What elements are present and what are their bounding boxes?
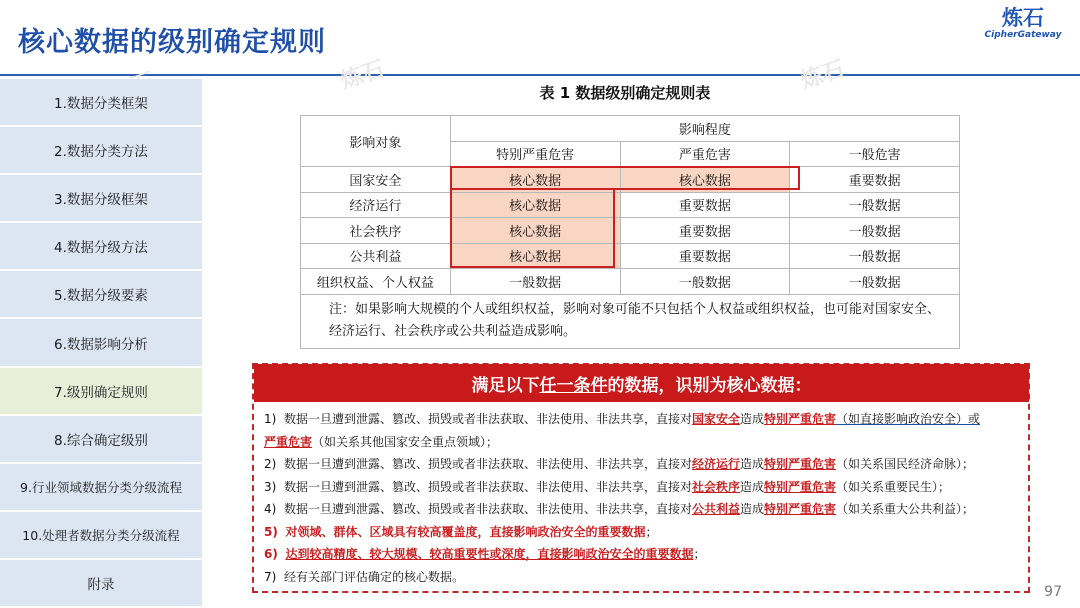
row-object: 组织权益、个人权益 <box>301 269 451 295</box>
table-note: 注：如果影响大规模的个人或组织权益，影响对象可能不只包括个人权益或组织权益，也可能对国家安全、经济运行、社会秩序或公共利益造成影响。 <box>301 294 960 348</box>
title-divider <box>0 74 1080 76</box>
item-harm: 特别严重危害 <box>764 412 837 426</box>
table-cell: 核心数据 <box>450 167 620 193</box>
list-item <box>264 521 1024 544</box>
table-cell: 一般数据 <box>790 269 960 295</box>
table-header-row <box>301 116 960 142</box>
logo-text-cn: 炼石 <box>1002 6 1044 30</box>
item-text: 经有关部门评估确定的核心数据。 <box>283 569 464 584</box>
sidebar-item-label: 4.数据分级方法 <box>54 240 148 257</box>
table-cell: 重要数据 <box>620 192 790 218</box>
table-row <box>301 218 960 244</box>
item-text: 造成 <box>740 502 765 516</box>
header-severity: 一般危害 <box>790 141 960 167</box>
sidebar-item-appendix[interactable] <box>0 560 202 608</box>
item-harm: 严重危害 <box>264 434 313 449</box>
sidebar-item-label: 2.数据分类方法 <box>54 144 148 161</box>
sidebar-item-level-rules[interactable] <box>0 368 202 416</box>
sidebar-item-label: 7.级别确定规则 <box>54 384 148 401</box>
table-cell: 核心数据 <box>450 243 620 269</box>
item-object: 国家安全 <box>691 412 740 426</box>
item-text: 数据一旦遭到泄露、篡改、损毁或者非法获取、非法使用、非法共享，直接对 <box>283 502 692 516</box>
table-row <box>301 167 960 193</box>
header-impact-object: 影响对象 <box>301 116 451 167</box>
sidebar-item-classification-method[interactable] <box>0 127 202 175</box>
sidebar-item-label: 10.处理者数据分类分级流程 <box>22 527 180 543</box>
item-example: （如关系其他国家安全重点领域）； <box>312 434 499 449</box>
sidebar-nav <box>0 79 202 608</box>
row-object: 公共利益 <box>301 243 451 269</box>
list-item <box>264 453 1024 476</box>
item-text: ； <box>693 547 706 561</box>
item-number: 3) <box>264 479 277 494</box>
item-example: （如直接影响政治安全）或 <box>836 412 981 426</box>
table-row <box>301 243 960 269</box>
item-object: 经济运行 <box>691 457 740 471</box>
watermark: 炼石 <box>337 56 388 95</box>
list-item <box>264 566 1024 589</box>
item-text: 数据一旦遭到泄露、篡改、损毁或者非法获取、非法使用、非法共享，直接对 <box>283 457 692 471</box>
table-note-row <box>301 294 960 348</box>
sidebar-item-label: 6.数据影响分析 <box>54 336 148 353</box>
table-cell: 一般数据 <box>620 269 790 295</box>
item-harm: 特别严重危害 <box>764 457 837 471</box>
table-row <box>301 269 960 295</box>
sidebar-item-grading-method[interactable] <box>0 223 202 271</box>
page-number: 97 <box>1044 584 1062 600</box>
heading-text: 满足以下 <box>471 375 540 396</box>
table-cell: 重要数据 <box>620 243 790 269</box>
sidebar-item-comprehensive-level[interactable] <box>0 416 202 464</box>
table-cell: 核心数据 <box>450 218 620 244</box>
item-harm: 特别严重危害 <box>764 479 837 494</box>
table-cell: 核心数据 <box>620 167 790 193</box>
row-object: 国家安全 <box>301 167 451 193</box>
core-conditions-heading <box>254 364 1029 402</box>
heading-text: 的数据，识别为核心数据： <box>607 375 812 396</box>
item-number: 6) <box>264 547 278 561</box>
item-text: 达到较高精度、较大规模、较高重要性或深度，直接影响政治安全的重要数据 <box>285 547 694 561</box>
sidebar-item-label: 8.综合确定级别 <box>54 432 148 449</box>
list-item <box>264 543 1024 566</box>
sidebar-item-label: 9.行业领域数据分类分级流程 <box>20 479 182 495</box>
header-impact-degree: 影响程度 <box>450 116 959 142</box>
item-number: 4) <box>264 502 277 516</box>
table-row <box>301 192 960 218</box>
table-cell: 一般数据 <box>790 218 960 244</box>
item-text: 数据一旦遭到泄露、篡改、损毁或者非法获取、非法使用、非法共享，直接对 <box>283 479 692 494</box>
sidebar-item-processor-process[interactable] <box>0 512 202 560</box>
table-cell: 核心数据 <box>450 192 620 218</box>
heading-emphasis: 任一条件 <box>539 375 608 396</box>
sidebar-item-label: 3.数据分级框架 <box>54 192 148 209</box>
item-example: （如关系国民经济命脉）； <box>836 457 975 471</box>
list-item <box>264 408 1024 453</box>
company-logo <box>978 6 1068 40</box>
header-severity: 特别严重危害 <box>450 141 620 167</box>
header-severity: 严重危害 <box>620 141 790 167</box>
sidebar-item-label: 附录 <box>87 576 115 593</box>
item-text: 造成 <box>740 412 765 426</box>
core-conditions-list <box>264 408 1024 588</box>
watermark: 炼石 <box>797 56 848 95</box>
item-number: 1) <box>264 412 277 426</box>
sidebar-item-label: 1.数据分类框架 <box>54 96 148 113</box>
item-text: 数据一旦遭到泄露、篡改、损毁或者非法获取、非法使用、非法共享，直接对 <box>283 412 692 426</box>
table-cell: 一般数据 <box>790 243 960 269</box>
item-object: 公共利益 <box>691 502 740 516</box>
item-example: （如关系重大公共利益）； <box>836 502 975 516</box>
table-cell: 一般数据 <box>450 269 620 295</box>
row-object: 社会秩序 <box>301 218 451 244</box>
table-cell: 重要数据 <box>620 218 790 244</box>
item-number: 5) <box>264 524 278 539</box>
item-number: 2) <box>264 457 277 471</box>
table-cell: 一般数据 <box>790 192 960 218</box>
item-text: 对领域、群体、区域具有较高覆盖度，直接影响政治安全的重要数据 <box>285 524 646 539</box>
sidebar-item-grading-elements[interactable] <box>0 271 202 319</box>
item-object: 社会秩序 <box>691 479 740 494</box>
table-caption: 表 1 数据级别确定规则表 <box>539 84 711 102</box>
sidebar-item-industry-process[interactable] <box>0 464 202 512</box>
page-title: 核心数据的级别确定规则 <box>18 27 326 58</box>
item-text: ； <box>645 524 658 539</box>
item-harm: 特别严重危害 <box>764 502 837 516</box>
level-rules-table <box>300 115 960 349</box>
sidebar-item-label: 5.数据分级要素 <box>54 288 148 305</box>
table-cell: 重要数据 <box>790 167 960 193</box>
list-item <box>264 476 1024 499</box>
list-item <box>264 498 1024 521</box>
logo-text-en: CipherGateway <box>984 30 1062 40</box>
sidebar-item-grading-framework[interactable] <box>0 175 202 223</box>
item-text: 造成 <box>740 479 765 494</box>
item-text: 造成 <box>740 457 765 471</box>
row-object: 经济运行 <box>301 192 451 218</box>
item-example: （如关系重要民生）； <box>836 479 951 494</box>
sidebar-item-classification-framework[interactable] <box>0 79 202 127</box>
item-number: 7) <box>264 569 277 584</box>
sidebar-item-impact-analysis[interactable] <box>0 319 202 367</box>
